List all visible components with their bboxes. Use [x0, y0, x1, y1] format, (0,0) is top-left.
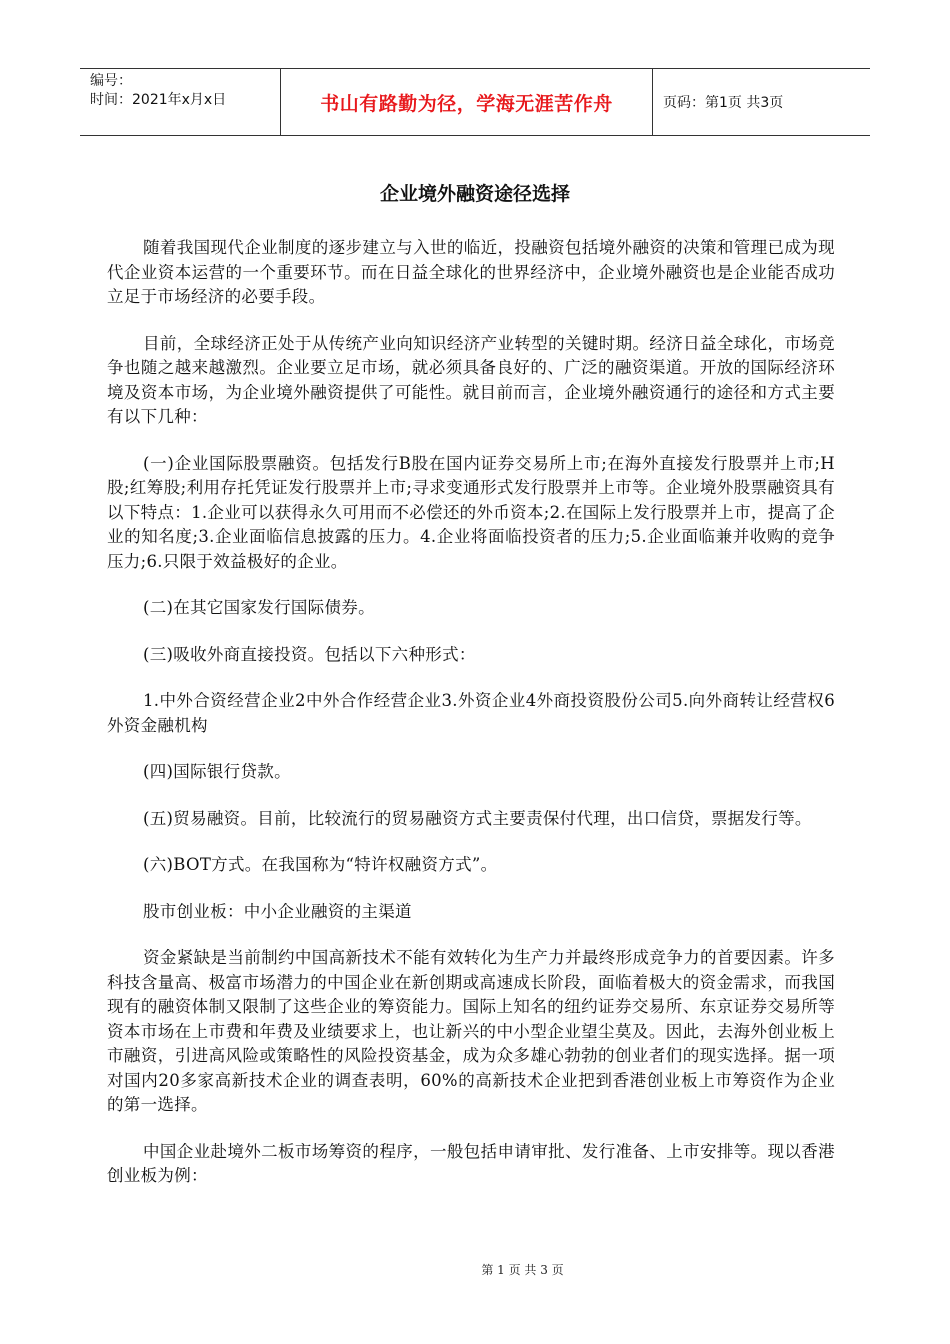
- paragraph: (一)企业国际股票融资。包括发行B股在国内证券交易所上市;在海外直接发行股票并上市;H股;红筹股;利用存托凭证发行股票并上市;寻求变通形式发行股票并上市等。企业境外股票融资具有以下特点：1.企业可以获得永久可用而不必偿还的外币资本;2.在国际上发行股票并上市，提高了企业的知名度;3.企业面临信息披露的压力。4.企业将面临投资者的压力;5.企业面临兼并收购的竞争压力;6.只限于效益极好的企业。: [107, 453, 835, 571]
- page-header: [80, 68, 870, 136]
- header-number: 编号：: [90, 73, 132, 89]
- paragraph: (六)BOT方式。在我国称为“特许权融资方式”。: [143, 855, 498, 874]
- paragraph: 中国企业赴境外二板市场筹资的程序，一般包括申请审批、发行准备、上市安排等。现以香港创业板为例：: [107, 1141, 835, 1185]
- header-motto: 书山有路勤为径，学海无涯苦作舟: [281, 69, 653, 135]
- paragraph: (四)国际银行贷款。: [143, 762, 291, 781]
- section-heading: 股市创业板：中小企业融资的主渠道: [143, 901, 412, 921]
- page-footer: 第 1 页 共 3 页: [481, 1263, 564, 1277]
- paragraph: (二)在其它国家发行国际债券。: [143, 598, 375, 617]
- paragraph: (五)贸易融资。目前，比较流行的贸易融资方式主要责保付代理，出口信贷，票据发行等。: [143, 808, 812, 828]
- header-page-number: 页码：第1页 共3页: [663, 95, 784, 111]
- paragraph: 1.中外合资经营企业2中外合作经营企业3.外资企业4外商投资股份公司5.向外商转让经营权6外资金融机构: [107, 691, 835, 735]
- header-date: 时间：2021年x月x日: [90, 92, 227, 108]
- document-body: [107, 236, 835, 1211]
- header-meta: [80, 69, 281, 135]
- paragraph: (三)吸收外商直接投资。包括以下六种形式：: [143, 644, 476, 664]
- paragraph: 资金紧缺是当前制约中国高新技术不能有效转化为生产力并最终形成竞争力的首要因素。许多科技含量高、极富市场潜力的中国企业在新创期或高速成长阶段，面临着极大的资金需求，而我国现有的融资体制又限制了这些企业的筹资能力。国际上知名的纽约证券交易所、东京证券交易所等资本市场在上市费和年费及业绩要求上，也让新兴的中小型企业望尘莫及。因此，去海外创业板上市融资，引进高风险或策略性的风险投资基金，成为众多雄心勃勃的创业者们的现实选择。据一项对国内20多家高新技术企业的调查表明，60%的高新技术企业把到香港创业板上市筹资作为企业的第一选择。: [107, 948, 835, 1114]
- paragraph: 随着我国现代企业制度的逐步建立与入世的临近，投融资包括境外融资的决策和管理已成为现代企业资本运营的一个重要环节。而在日益全球化的世界经济中，企业境外融资也是企业能否成功立足于市场经济的必要手段。: [107, 238, 835, 306]
- document-title: 企业境外融资途径选择: [379, 183, 570, 205]
- paragraph: 目前，全球经济正处于从传统产业向知识经济产业转型的关键时期。经济日益全球化，市场竞争也随之越来越激烈。企业要立足市场，就必须具备良好的、广泛的融资渠道。开放的国际经济环境及资本市场，为企业境外融资提供了可能性。就目前而言，企业境外融资通行的途径和方式主要有以下几种：: [107, 333, 835, 426]
